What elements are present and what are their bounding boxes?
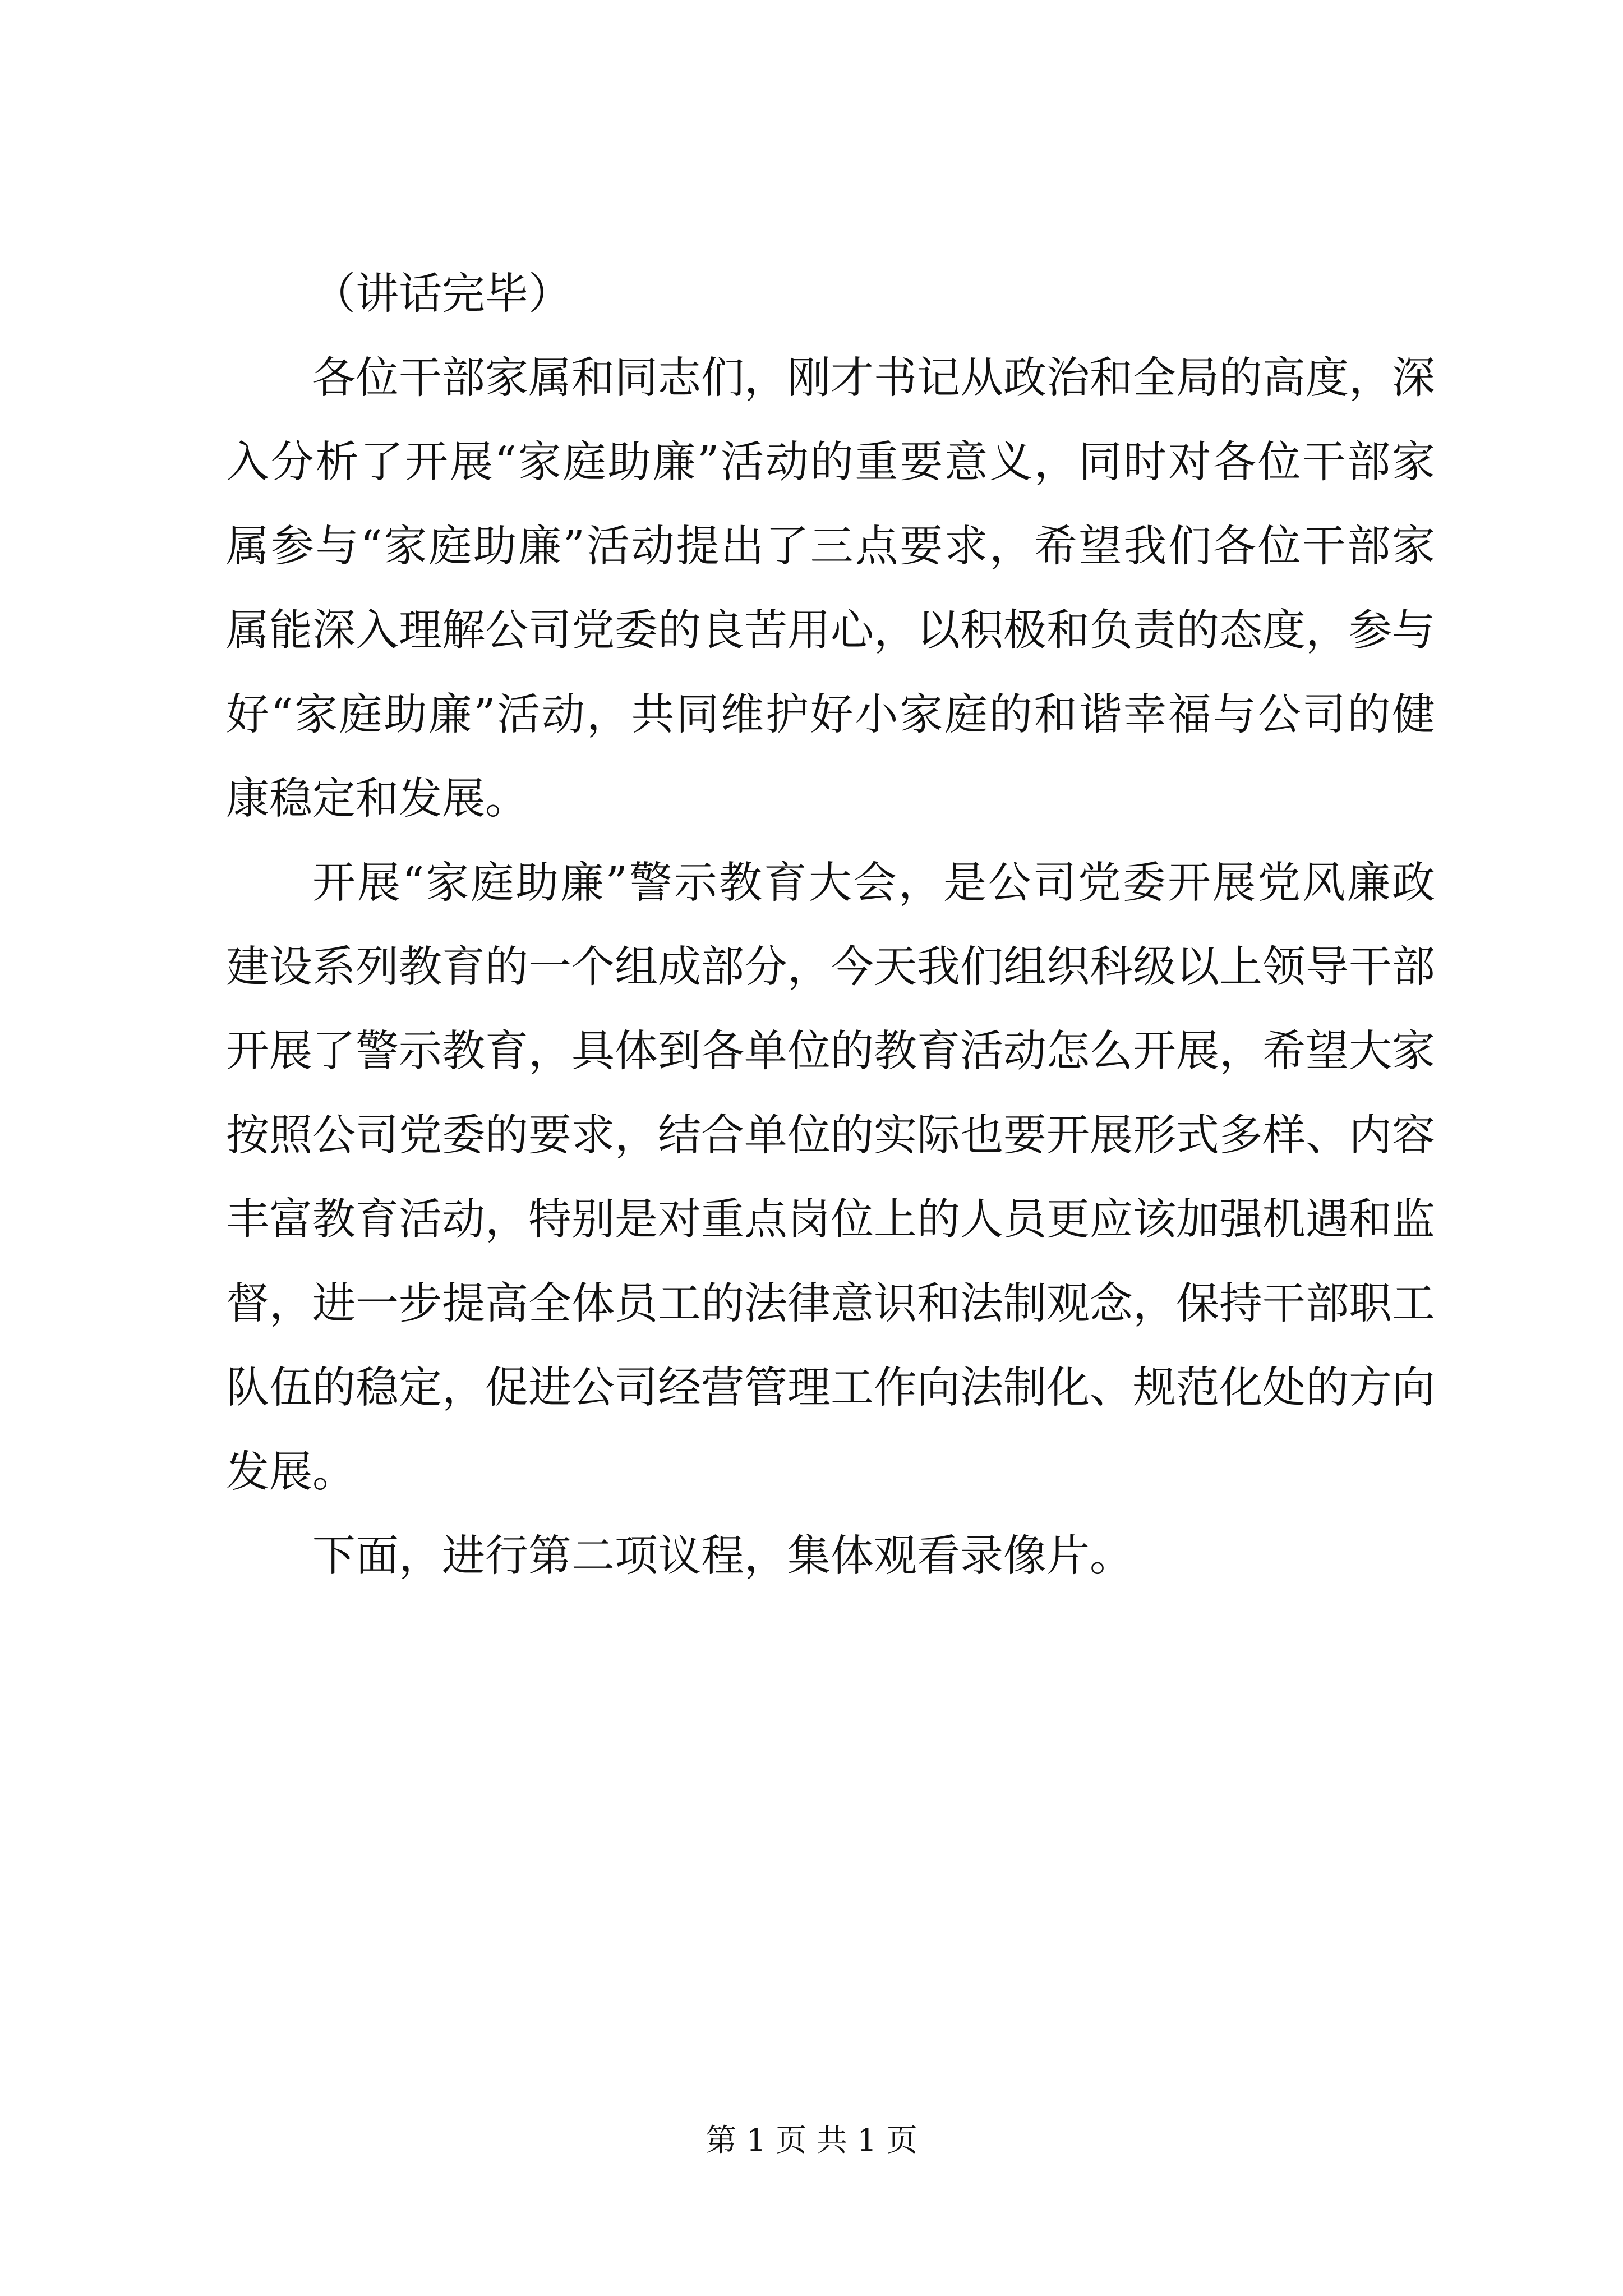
page-footer: 第 1 页 共 1 页 (706, 2122, 917, 2158)
document-body (226, 252, 1435, 1599)
paragraph-warning-education: 开展“家庭助廉”警示教育大会，是公司党委开展党风廉政建设系列教育的一个组成部分，今天我们组织科级以上领导干部开展了警示教育，具体到各单位的教育活动怎么开展，希望大家按照公司党委的要求，结合单位的实际也要开展形式多样、内容丰富教育活动，特别是对重点岗位上的人员更应该加强机遇和监督，进一步提高全体员工的法律意识和法制观念，保持干部职工队伍的稳定，促进公司经营管理工作向法制化、规范化处的方向发展。 (226, 858, 1435, 1497)
speech-end-note: （讲话完毕） (312, 269, 571, 319)
paragraph-family-honesty-requirements: 各位干部家属和同志们，刚才书记从政治和全局的高度，深入分析了开展“家庭助廉”活动的重要意义，同时对各位干部家属参与“家庭助廉”活动提出了三点要求，希望我们各位干部家属能深入理解公司党委的良苦用心，以积极和负责的态度，参与好“家庭助廉”活动，共同维护好小家庭的和谐幸福与公司的健康稳定和发展。 (226, 353, 1435, 824)
paragraph-next-agenda: 下面，进行第二项议程，集体观看录像片。 (312, 1531, 1133, 1581)
